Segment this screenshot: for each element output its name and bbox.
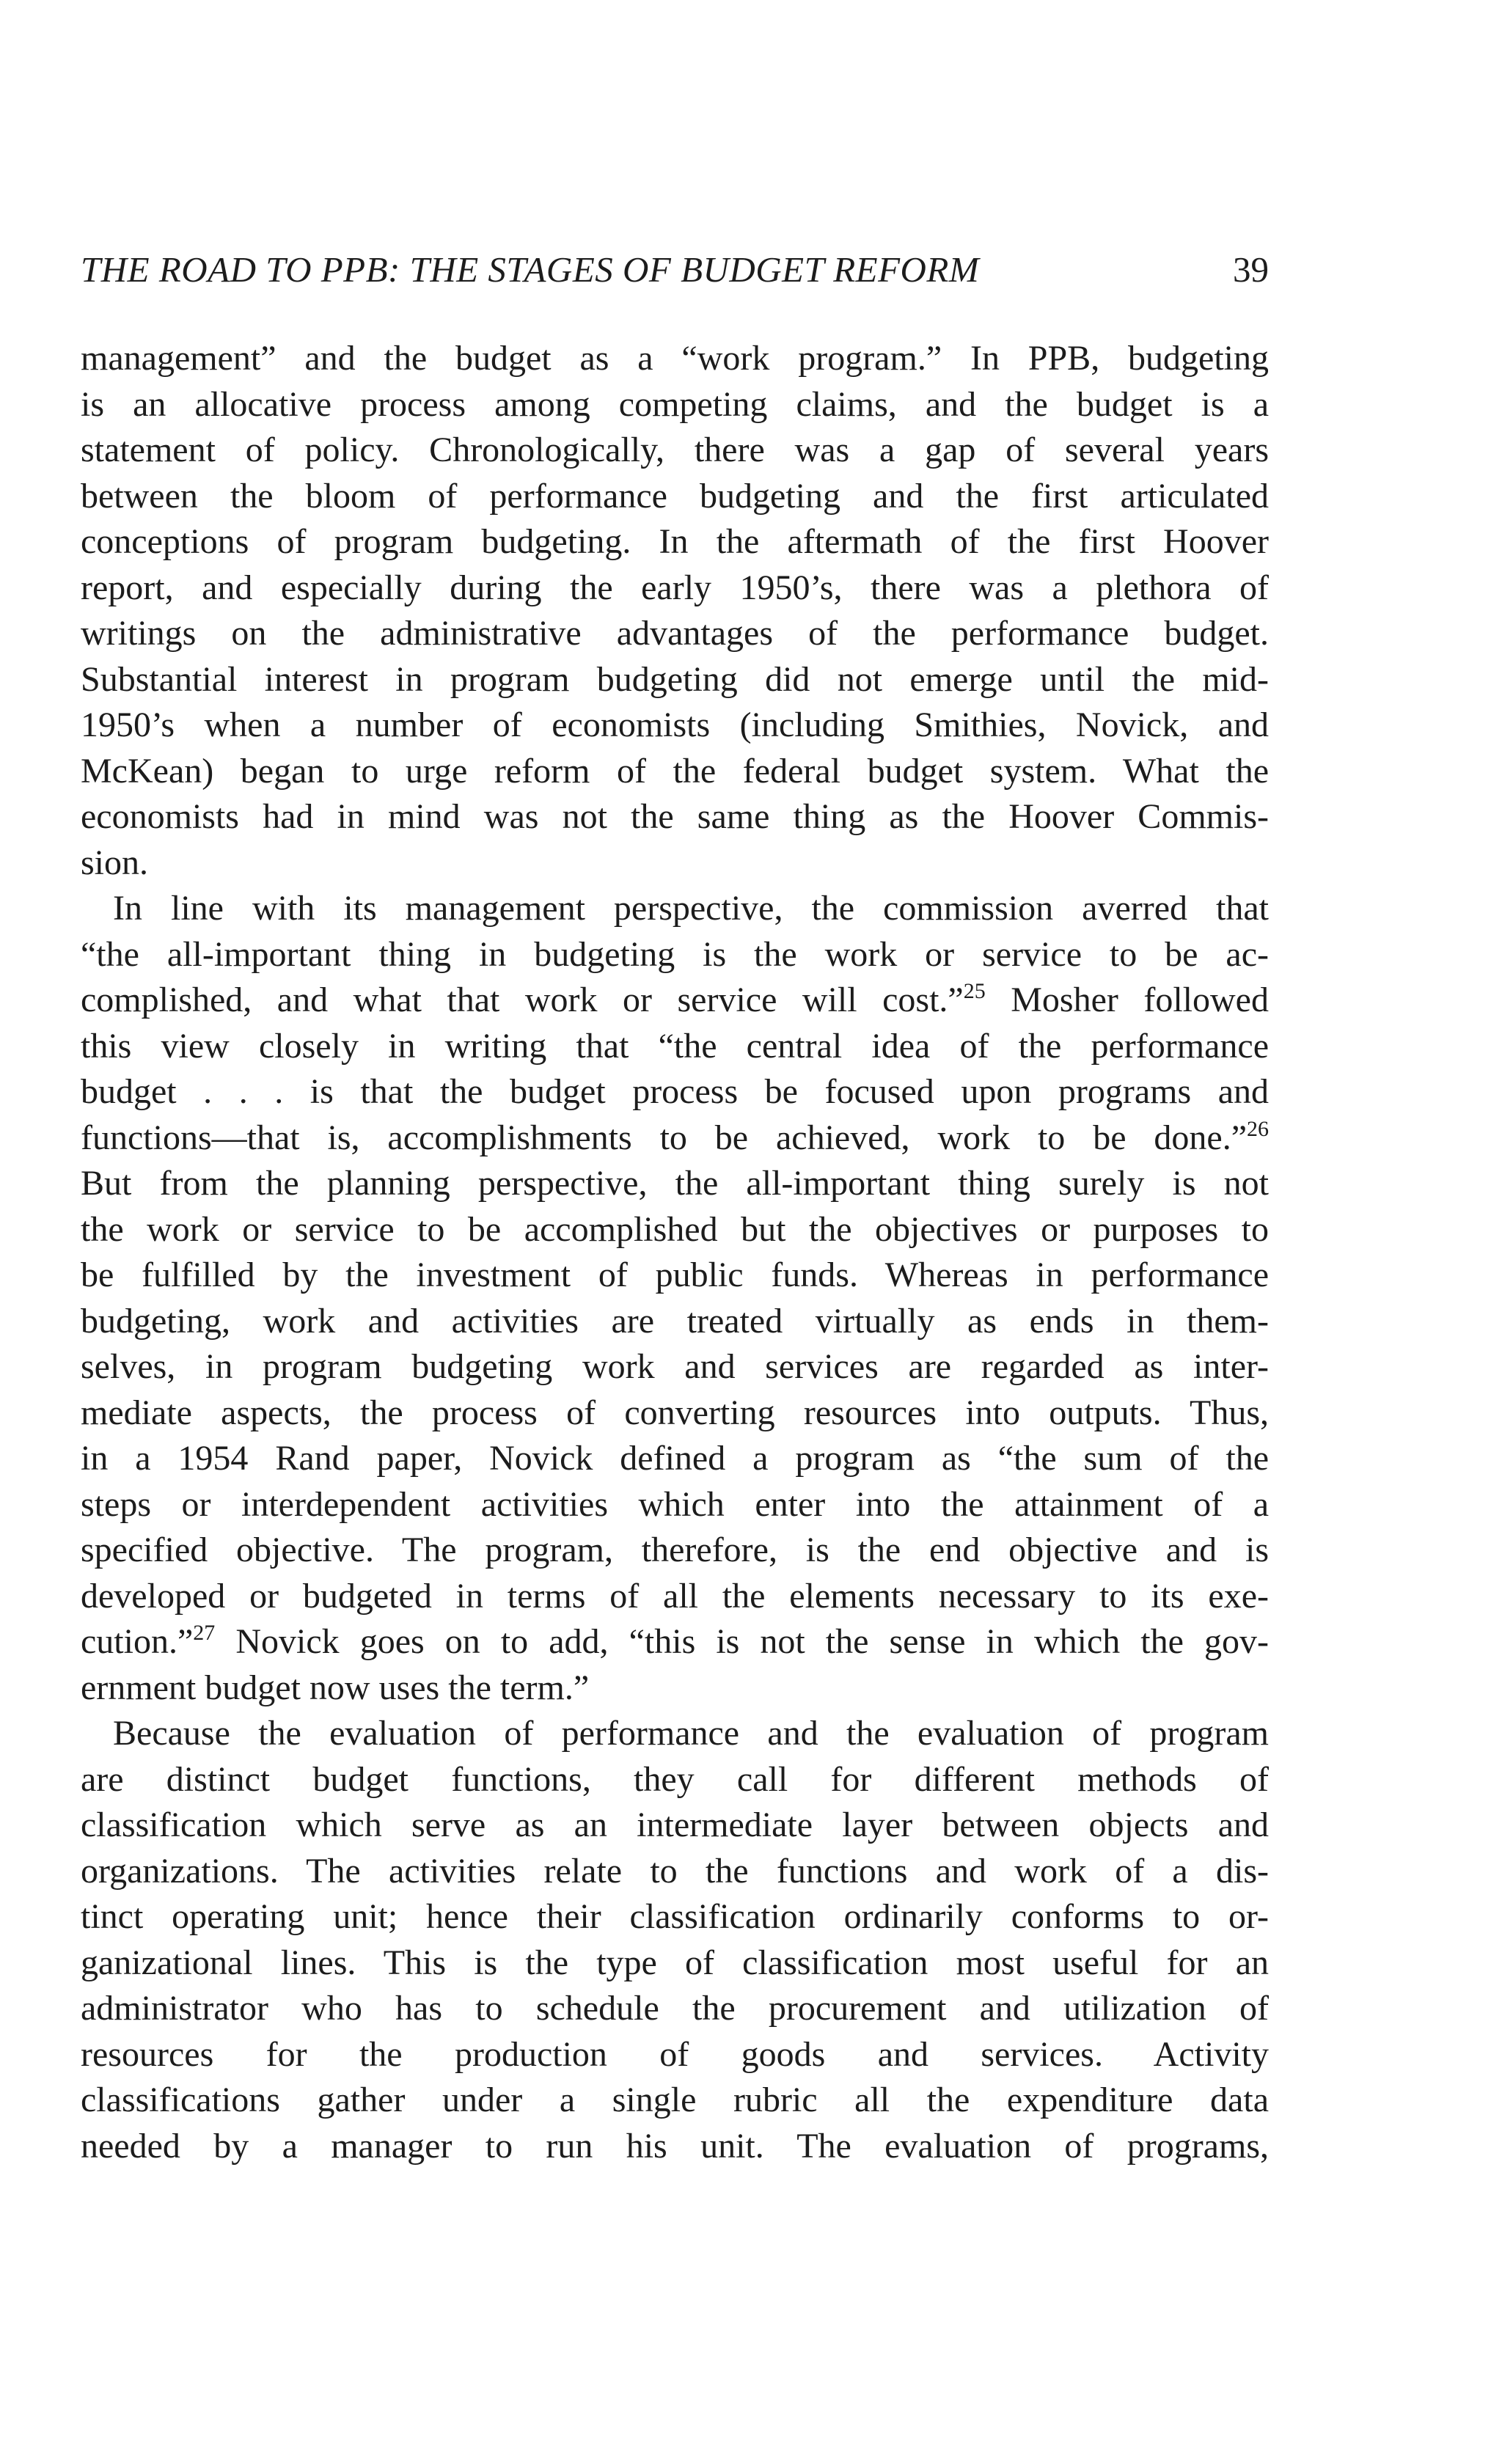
- text-line: [81, 1528, 1269, 1574]
- text-line: [81, 1711, 1269, 1757]
- line-text: in a 1954 Rand paper, Novick defined a program as “the sum of the: [81, 1439, 1269, 1478]
- line-text: ernment budget now uses the term.”: [81, 1668, 590, 1707]
- line-text: “the all-important thing in budgeting is the work or service to be ac-: [81, 934, 1269, 974]
- chapter-title: THE ROAD TO PPB: THE STAGES OF BUDGET REFORM: [81, 249, 980, 290]
- text-line: [81, 382, 1269, 428]
- line-text: this view closely in writing that “the central idea of the performance: [81, 1026, 1269, 1066]
- text-line: [81, 794, 1269, 840]
- line-text: 1950’s when a number of economists (including Smithies, Novick, and: [81, 705, 1269, 744]
- text-line: [81, 749, 1269, 795]
- line-text: complished, and what that work or service will cost.”: [81, 980, 964, 1019]
- text-line: [81, 1757, 1269, 1803]
- text-line: [81, 1115, 1269, 1162]
- line-text: But from the planning perspective, the all-important thing surely is not: [81, 1164, 1269, 1203]
- text-line: [81, 1574, 1269, 1620]
- line-text: In line with its management perspective, the commission averred that: [113, 889, 1269, 928]
- line-text: McKean) began to urge reform of the federal budget system. What the: [81, 751, 1269, 791]
- text-line: [81, 2124, 1269, 2170]
- line-text: selves, in program budgeting work and services are regarded as inter-: [81, 1347, 1269, 1386]
- line-text: developed or budgeted in terms of all the elements necessary to its exe-: [81, 1576, 1269, 1616]
- text-line: [81, 1482, 1269, 1528]
- text-line: [81, 1894, 1269, 1940]
- line-text: report, and especially during the early 1950’s, there was a plethora of: [81, 568, 1269, 607]
- text-line: [81, 336, 1269, 382]
- text-line: [81, 657, 1269, 703]
- text-line: [81, 1849, 1269, 1895]
- line-text: management” and the budget as a “work program.” In PPB, budgeting: [81, 339, 1269, 378]
- text-line: [81, 519, 1269, 565]
- line-text: budgeting, work and activities are treated virtually as ends in them-: [81, 1301, 1269, 1341]
- text-line: [81, 1665, 1269, 1712]
- line-text: conceptions of program budgeting. In the aftermath of the first Hoover: [81, 522, 1269, 561]
- line-text: between the bloom of performance budgeting and the first articulated: [81, 476, 1269, 516]
- text-line: [81, 1069, 1269, 1115]
- line-text: Because the evaluation of performance and the evaluation of program: [113, 1714, 1269, 1753]
- line-text: specified objective. The program, therefore, is the end objective and is: [81, 1530, 1269, 1569]
- text-line: [81, 1390, 1269, 1437]
- text-line: [81, 2078, 1269, 2124]
- text-line: [81, 1253, 1269, 1299]
- line-text: writings on the administrative advantages of the performance budget.: [81, 614, 1269, 653]
- line-text: cution.”: [81, 1622, 194, 1661]
- text-line: [81, 703, 1269, 749]
- running-head: [81, 248, 1269, 292]
- footnote-marker: 27: [193, 1621, 216, 1645]
- text-line: [81, 1803, 1269, 1849]
- text-line: [81, 1344, 1269, 1390]
- line-text: be fulfilled by the investment of public funds. Whereas in performance: [81, 1255, 1269, 1294]
- line-text: functions—that is, accomplishments to be achieved, work to be done.”: [81, 1118, 1247, 1157]
- text-line: [81, 611, 1269, 657]
- text-line: [81, 1940, 1269, 1987]
- text-line: [81, 932, 1269, 978]
- line-text: classification which serve as an intermediate layer between objects and: [81, 1805, 1269, 1844]
- line-text: needed by a manager to run his unit. The evaluation of programs,: [81, 2126, 1269, 2166]
- text-line: [81, 1207, 1269, 1253]
- body-text: [81, 336, 1269, 2169]
- line-text: are distinct budget functions, they call for different methods of: [81, 1759, 1269, 1799]
- text-line: [81, 428, 1269, 474]
- line-text: steps or interdependent activities which enter into the attainment of a: [81, 1484, 1269, 1524]
- text-line: [81, 1619, 1269, 1665]
- line-text: mediate aspects, the process of converting resources into outputs. Thus,: [81, 1393, 1269, 1432]
- line-text: ganizational lines. This is the type of classification most useful for an: [81, 1943, 1269, 1982]
- line-text: administrator who has to schedule the procurement and utilization of: [81, 1989, 1269, 2028]
- text-line: [81, 565, 1269, 612]
- line-text-continuation: Mosher followed: [985, 980, 1269, 1019]
- line-text: sion.: [81, 843, 149, 882]
- line-text: budget . . . is that the budget process be focused upon programs and: [81, 1072, 1269, 1111]
- text-line: [81, 2032, 1269, 2078]
- line-text: economists had in mind was not the same thing as the Hoover Commis-: [81, 797, 1269, 836]
- footnote-marker: 26: [1247, 1116, 1269, 1141]
- line-text: statement of policy. Chronologically, there was a gap of several years: [81, 430, 1269, 469]
- text-line: [81, 474, 1269, 520]
- text-line: [81, 1299, 1269, 1345]
- line-text: resources for the production of goods and services. Activity: [81, 2034, 1269, 2074]
- text-line: [81, 1161, 1269, 1207]
- line-text: is an allocative process among competing claims, and the budget is a: [81, 384, 1269, 424]
- line-text: tinct operating unit; hence their classification ordinarily conforms to or-: [81, 1897, 1269, 1936]
- line-text: Substantial interest in program budgeting did not emerge until the mid-: [81, 659, 1269, 699]
- line-text-continuation: Novick goes on to add, “this is not the sense in which the gov-: [215, 1622, 1269, 1661]
- text-line: [81, 1436, 1269, 1482]
- text-line: [81, 886, 1269, 932]
- page-number: 39: [1233, 249, 1269, 290]
- line-text: organizations. The activities relate to the functions and work of a dis-: [81, 1851, 1269, 1891]
- text-line: [81, 1986, 1269, 2032]
- text-line: [81, 840, 1269, 887]
- text-line: [81, 978, 1269, 1024]
- text-line: [81, 1024, 1269, 1070]
- line-text: the work or service to be accomplished but the objectives or purposes to: [81, 1209, 1269, 1249]
- footnote-marker: 25: [963, 979, 986, 1003]
- line-text: classifications gather under a single rubric all the expenditure data: [81, 2080, 1269, 2119]
